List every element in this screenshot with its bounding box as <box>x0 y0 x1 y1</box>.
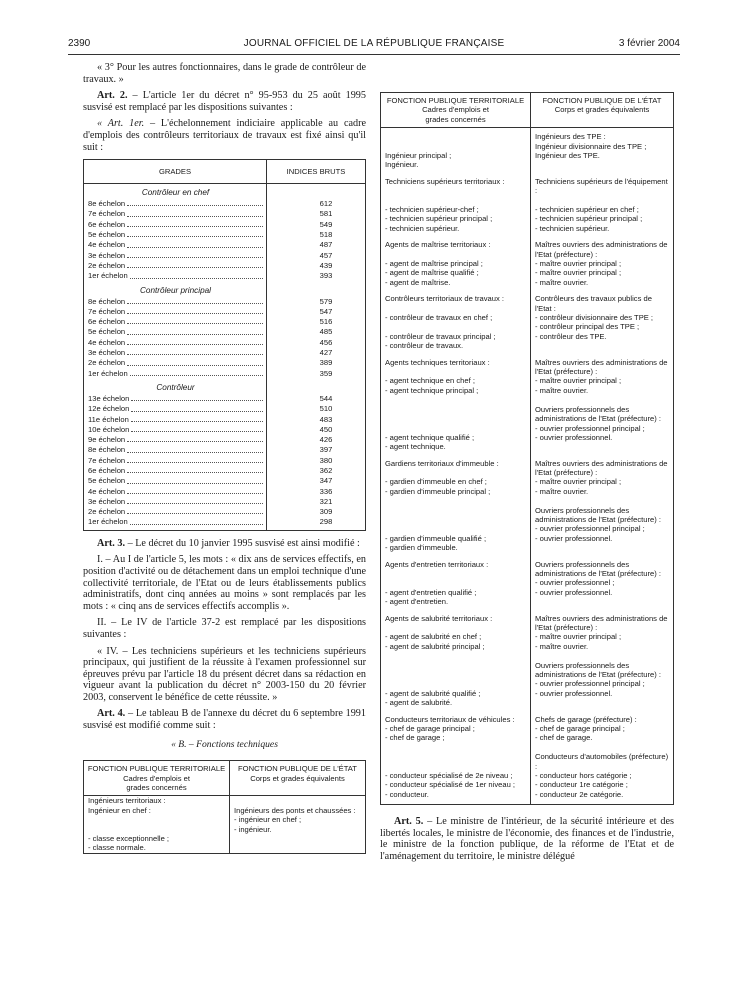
fpe-line: Ingénieurs des TPE : <box>535 132 606 142</box>
fpe-line: Ouvriers professionnels des administrations de l'Etat (préfecture) : <box>535 505 661 525</box>
fpt-line <box>385 651 527 660</box>
grade-echelon: 8e échelon <box>88 296 126 306</box>
grade-echelon: 3e échelon <box>88 250 126 260</box>
grade-index-value: 362 <box>319 465 333 475</box>
fpt-line: Agents d'entretien territoriaux : <box>385 559 489 569</box>
paragraph-II: II. – Le IV de l'article 37-2 est remplacé par les dispositions suivantes : <box>83 617 366 640</box>
fpt-sub-2: grades concernés <box>126 783 187 793</box>
fpt-line <box>385 578 527 587</box>
grade-index-value: 389 <box>319 358 333 368</box>
grade-index-value: 450 <box>319 424 333 434</box>
fpe-line: - conducteur hors catégorie ; <box>535 771 632 781</box>
fpe-line <box>234 796 362 805</box>
grade-echelon: 7e échelon <box>88 306 126 316</box>
fpe-group-cell <box>531 356 673 457</box>
indices-column <box>267 184 365 530</box>
article-4 <box>83 708 366 731</box>
fpt-line <box>385 322 527 331</box>
fpt-header-right: FONCTION PUBLIQUE TERRITORIALE <box>386 96 525 105</box>
fpe-line: Ouvriers professionnels des administrations de l'Etat (préfecture) : <box>535 404 661 424</box>
fpe-line: Ouvriers professionnels des administrations de l'Etat (préfecture) : <box>535 559 661 579</box>
function-group-row <box>381 713 673 805</box>
fpt-line: - contrôleur de travaux en chef ; <box>385 313 493 323</box>
fpt-line <box>385 661 527 670</box>
grade-index-value: 612 <box>319 199 333 209</box>
fpt-line: - conducteur. <box>385 789 429 799</box>
functions-table-right-header <box>381 93 673 128</box>
fpe-header: FONCTION PUBLIQUE DE L'ÉTAT <box>238 764 357 774</box>
fpt-line: Agents de salubrité territoriaux : <box>385 613 493 623</box>
grade-echelon: 6e échelon <box>88 317 126 327</box>
grade-row <box>88 404 263 414</box>
fpt-line: - gardien d'immeuble. <box>385 543 458 553</box>
fpe-line: - ouvrier professionnel. <box>535 688 613 698</box>
fpt-line: Contrôleurs territoriaux de travaux : <box>385 294 505 304</box>
fpe-line: - maître ouvrier. <box>535 486 589 496</box>
fpt-cells <box>84 796 230 852</box>
grade-index-value: 487 <box>319 240 333 250</box>
grade-index-value: 456 <box>319 337 333 347</box>
grade-row <box>88 456 263 466</box>
fpt-line: Ingénieur principal ; <box>385 151 452 160</box>
fpt-line: - agent technique. <box>385 442 446 452</box>
fpt-line: Agents de maîtrise territoriaux : <box>385 240 491 250</box>
header-rule <box>68 54 680 55</box>
fpt-line <box>88 815 226 824</box>
fpe-line: - maître ouvrier principal ; <box>535 477 622 487</box>
grade-echelon: 7e échelon <box>88 209 126 219</box>
fpt-line: - conducteur spécialisé de 2e niveau ; <box>385 771 513 781</box>
grades-column <box>84 184 267 530</box>
fpt-group-cell <box>381 356 531 457</box>
function-group-row <box>381 457 673 558</box>
grade-echelon: 1er échelon <box>88 271 128 281</box>
grade-index-value: 309 <box>319 507 333 517</box>
fpt-line: - agent de salubrité en chef ; <box>385 632 482 642</box>
grade-row <box>88 466 263 476</box>
functions-table-left <box>83 760 366 854</box>
grade-section-title: Contrôleur en chef <box>141 188 210 198</box>
fpt-line <box>385 515 527 524</box>
fpe-line: - contrôleur principal des TPE ; <box>535 322 640 332</box>
publication-date: 3 février 2004 <box>618 38 680 49</box>
fpt-line: - technicien supérieur. <box>385 223 460 233</box>
indices-col-header: INDICES BRUTS <box>286 167 346 177</box>
grade-echelon: 2e échelon <box>88 507 126 517</box>
fpe-line: - conducteur 2e catégorie. <box>535 789 624 799</box>
fpt-line: Techniciens supérieurs territoriaux : <box>385 176 505 186</box>
fpe-line: - maître ouvrier principal ; <box>535 376 622 386</box>
fpt-line <box>385 196 527 205</box>
fpt-line: Ingénieur en chef : <box>88 805 151 815</box>
grade-index-value: 483 <box>319 414 333 424</box>
fpe-line: - chef de garage. <box>535 733 593 743</box>
fpt-line: - classe normale. <box>88 843 146 853</box>
fpe-line <box>535 743 670 752</box>
grade-index-value: 518 <box>319 230 333 240</box>
fpe-group-cell <box>531 292 673 355</box>
fpe-line: Maîtres ouvriers des administrations de l'Etat (préfecture) : <box>535 613 668 633</box>
article-5 <box>380 816 674 862</box>
fpt-group-cell <box>381 558 531 612</box>
grade-index-value: 336 <box>319 486 333 496</box>
grade-row <box>88 487 263 497</box>
grade-index-value: 380 <box>319 455 333 465</box>
fpt-line <box>385 186 527 195</box>
function-group-row <box>381 612 673 713</box>
fpt-line: - agent technique principal ; <box>385 385 479 395</box>
fpe-line <box>535 651 670 660</box>
fpt-line <box>385 762 527 771</box>
fpt-sub-1: Cadres d'emplois et <box>123 773 190 783</box>
fpt-header: FONCTION PUBLIQUE TERRITORIALE <box>87 764 226 774</box>
section-b-title: « B. – Fonctions techniques <box>171 738 278 750</box>
fpe-group-cell <box>531 128 673 175</box>
grade-echelon: 4e échelon <box>88 486 126 496</box>
grade-row <box>88 317 263 327</box>
fpe-cells <box>230 796 365 852</box>
fpt-line: Agents techniques territoriaux : <box>385 357 490 367</box>
fpe-line: Techniciens supérieurs de l'équipement : <box>535 176 668 196</box>
fpt-line <box>385 250 527 259</box>
function-group-row <box>381 175 673 238</box>
grade-row <box>88 230 263 240</box>
right-column <box>380 92 674 863</box>
fpt-line <box>385 132 527 141</box>
fpe-line: - maître ouvrier. <box>535 385 589 395</box>
fpt-line: - agent d'entretien. <box>385 597 449 607</box>
fpe-group-cell <box>531 175 673 238</box>
fpt-line <box>88 825 226 834</box>
fpt-line <box>385 468 527 477</box>
grade-echelon: 5e échelon <box>88 476 126 486</box>
functions-table-left-header <box>84 761 365 796</box>
grade-index-value: 547 <box>319 306 333 316</box>
grade-row <box>88 517 263 527</box>
grade-echelon: 6e échelon <box>88 465 126 475</box>
article-2-label: Art. 2. <box>97 90 128 102</box>
fpe-line: - maître ouvrier. <box>535 641 589 651</box>
article-5-label: Art. 5. <box>394 816 424 828</box>
fpt-line <box>385 423 527 432</box>
fpt-line <box>385 569 527 578</box>
fpt-line: Ingénieur. <box>385 160 419 170</box>
fpt-line <box>385 395 527 404</box>
grade-index-value: 397 <box>319 445 333 455</box>
fpt-group-cell <box>381 292 531 355</box>
fpt-group-cell <box>381 128 531 175</box>
fpe-sub: Corps et grades équivalents <box>250 773 345 783</box>
grade-row <box>88 251 263 261</box>
fpe-group-cell <box>531 612 673 713</box>
fpt-line: - agent de maîtrise. <box>385 277 451 287</box>
fpt-line: - classe exceptionnelle ; <box>88 834 170 844</box>
grade-index-value: 485 <box>319 327 333 337</box>
article-5-text: – Le ministre de l'intérieur, de la sécurité intérieure et des libertés locales, le ministre de l'économie, des finances et de l'industrie, le ministre de la fonction publique, de la réforme de l'Etat et de l'aménagement du territoire, le ministre délégué <box>380 816 674 863</box>
functions-table-right <box>380 92 674 805</box>
fpt-line <box>385 414 527 423</box>
grade-row <box>88 394 263 404</box>
article-2 <box>83 90 366 113</box>
fpt-line: - agent de maîtrise principal ; <box>385 259 483 269</box>
fpe-line: - maître ouvrier principal ; <box>535 268 622 278</box>
function-group-row <box>381 238 673 292</box>
grade-echelon: 3e échelon <box>88 496 126 506</box>
fpe-line: - ouvrier professionnel. <box>535 533 613 543</box>
function-group-row <box>381 558 673 612</box>
fpt-line <box>385 670 527 679</box>
grade-row <box>88 338 263 348</box>
grade-echelon: 10e échelon <box>88 424 130 434</box>
fpe-line: - conducteur 1re catégorie ; <box>535 780 628 790</box>
fpe-line <box>535 395 670 404</box>
grade-section-title: Contrôleur <box>156 382 195 392</box>
grade-index-value: 439 <box>319 260 333 270</box>
grade-row <box>88 476 263 486</box>
fpt-sub-1-right: Cadres d'emplois et <box>422 105 489 115</box>
grade-index-value: 544 <box>319 393 333 403</box>
grade-row <box>88 369 263 379</box>
grade-echelon: 11e échelon <box>88 414 129 424</box>
grade-row <box>88 415 263 425</box>
fpe-line <box>535 496 670 505</box>
function-group-row <box>381 292 673 355</box>
grade-echelon: 4e échelon <box>88 240 126 250</box>
grade-index-value: 347 <box>319 476 333 486</box>
grade-row <box>88 307 263 317</box>
grade-echelon: 6e échelon <box>88 219 126 229</box>
fpe-line <box>535 196 670 205</box>
fpe-line: Maîtres ouvriers des administrations de l'Etat (préfecture) : <box>535 240 668 259</box>
grade-index-value: 510 <box>319 404 333 414</box>
paragraph-3: « 3° Pour les autres fonctionnaires, dans le grade de contrôleur de travaux. » <box>83 62 366 85</box>
fpt-group-cell <box>381 457 531 558</box>
fpe-line: - contrôleur divisionnaire des TPE ; <box>535 313 654 323</box>
grade-row <box>88 435 263 445</box>
fpe-line: - ouvrier professionnel ; <box>535 578 615 588</box>
fpe-line: - technicien supérieur principal ; <box>535 214 643 224</box>
fpt-line: Conducteurs territoriaux de véhicules : <box>385 714 515 724</box>
fpe-line: - maître ouvrier principal ; <box>535 632 622 642</box>
fpe-line: - ingénieur en chef ; <box>234 815 302 825</box>
fpe-line: Ouvriers professionnels des administrations de l'Etat (préfecture) : <box>535 660 661 680</box>
grades-col-header: GRADES <box>84 160 267 183</box>
article-1 <box>83 118 366 153</box>
fpe-line: Ingénieur divisionnaire des TPE ; <box>535 141 647 151</box>
grade-echelon: 13e échelon <box>88 393 130 403</box>
fpt-group-cell <box>381 175 531 238</box>
fpt-line: - conducteur spécialisé de 1er niveau ; <box>385 780 516 790</box>
grade-row <box>88 261 263 271</box>
grade-index-value: 579 <box>319 296 333 306</box>
fpt-line: - gardien d'immeuble qualifié ; <box>385 533 487 543</box>
grade-row <box>88 327 263 337</box>
left-column <box>83 58 366 854</box>
fpt-line: - agent d'entretien qualifié ; <box>385 587 477 597</box>
fpe-line: - ouvrier professionnel. <box>535 587 613 597</box>
function-group-row <box>381 356 673 457</box>
fpe-group-cell <box>531 558 673 612</box>
fpe-line: Contrôleurs des travaux publics de l'Etat : <box>535 294 652 313</box>
article-3 <box>83 538 366 550</box>
grade-echelon: 7e échelon <box>88 455 126 465</box>
grade-echelon: 3e échelon <box>88 348 126 358</box>
fpe-line: - chef de garage principal ; <box>535 724 625 734</box>
grade-row <box>88 297 263 307</box>
fpt-group-cell <box>381 612 531 713</box>
fpt-line: - agent de salubrité qualifié ; <box>385 688 481 698</box>
fpe-line: - ingénieur. <box>234 824 272 834</box>
fpt-line: - technicien supérieur principal ; <box>385 214 493 224</box>
grade-row <box>88 209 263 219</box>
grade-echelon: 9e échelon <box>88 435 126 445</box>
fpe-line: - technicien supérieur en chef ; <box>535 205 639 215</box>
fpe-line: Conducteurs d'automobiles (préfecture) : <box>535 752 669 771</box>
fpt-line <box>385 506 527 515</box>
grade-row <box>88 358 263 368</box>
fpe-line: - ouvrier professionnel. <box>535 432 613 442</box>
fpt-sub-2-right: grades concernés <box>425 114 486 124</box>
article-1-text: – L'échelonnement indiciaire applicable au cadre d'emplois des contrôleurs territoriaux de travaux est fixé ainsi qu'il suit : <box>83 118 366 153</box>
fpt-line: - contrôleur de travaux principal ; <box>385 331 496 341</box>
fpt-line: - chef de garage ; <box>385 733 445 743</box>
fpt-line: - gardien d'immeuble principal ; <box>385 486 491 496</box>
page-header <box>68 38 680 52</box>
grade-row <box>88 348 263 358</box>
fpe-line: Ingénieurs des ponts et chaussées : <box>234 805 356 815</box>
grade-index-value: 298 <box>319 517 333 527</box>
grade-index-value: 393 <box>319 271 333 281</box>
grade-index-value: 581 <box>319 209 333 219</box>
fpt-line <box>385 142 527 151</box>
fpe-group-cell <box>531 713 673 805</box>
article-2-text: – L'article 1er du décret n° 95-953 du 25 août 1995 susvisé est remplacé par les dispositions suivantes : <box>83 90 366 113</box>
article-4-label: Art. 4. <box>97 708 126 720</box>
fpe-line: Maîtres ouvriers des administrations de l'Etat (préfecture) : <box>535 357 668 377</box>
fpe-line: Chefs de garage (préfecture) : <box>535 714 637 724</box>
article-4-text: – Le tableau B de l'annexe du décret du 6 septembre 1991 susvisé est modifié comme suit : <box>83 708 366 732</box>
grade-row <box>88 220 263 230</box>
grade-row <box>88 445 263 455</box>
grade-index-value: 549 <box>319 219 333 229</box>
grade-index-value: 426 <box>319 435 333 445</box>
grade-row <box>88 240 263 250</box>
fpt-line: - agent de maîtrise qualifié ; <box>385 268 479 278</box>
fpt-line: Ingénieurs territoriaux : <box>88 796 166 806</box>
grade-index-value: 457 <box>319 250 333 260</box>
fpt-line <box>385 623 527 632</box>
fpt-line <box>385 679 527 688</box>
fpe-sub-right: Corps et grades équivalents <box>554 105 650 115</box>
grade-row <box>88 497 263 507</box>
page-number: 2390 <box>68 38 91 49</box>
fpt-line: - agent de salubrité principal ; <box>385 641 485 651</box>
grade-index-value: 359 <box>319 368 333 378</box>
fpe-line: - ouvrier professionnel principal ; <box>535 679 645 689</box>
fpt-line <box>385 405 527 414</box>
fpe-line: - ouvrier professionnel principal ; <box>535 524 645 534</box>
fpe-line: Maîtres ouvriers des administrations de l'Etat (préfecture) : <box>535 458 668 478</box>
grade-echelon: 8e échelon <box>88 445 126 455</box>
grade-echelon: 8e échelon <box>88 199 126 209</box>
article-1-label: « Art. 1er. <box>97 118 145 130</box>
grade-index-value: 321 <box>319 496 333 506</box>
fpt-line <box>385 743 527 752</box>
article-3-text: – Le décret du 10 janvier 1995 susvisé est ainsi modifié : <box>125 537 360 549</box>
grade-index-value: 427 <box>319 348 333 358</box>
fpe-line: - maître ouvrier. <box>535 277 589 287</box>
fpe-line: - ouvrier professionnel principal ; <box>535 423 645 433</box>
fpt-line: - contrôleur de travaux. <box>385 341 464 351</box>
fpt-group-cell <box>381 713 531 805</box>
grade-row <box>88 507 263 517</box>
fpt-line <box>385 524 527 533</box>
grade-row <box>88 271 263 281</box>
grade-echelon: 1er échelon <box>88 517 128 527</box>
grades-table <box>83 159 366 531</box>
fpt-line: Gardiens territoriaux d'immeuble : <box>385 458 499 468</box>
fpe-group-cell <box>531 238 673 292</box>
fpe-line: - maître ouvrier principal ; <box>535 259 622 269</box>
fpt-line: - gardien d'immeuble en chef ; <box>385 477 487 487</box>
fpt-line: - technicien supérieur-chef ; <box>385 205 479 214</box>
fpe-header-right: FONCTION PUBLIQUE DE L'ÉTAT <box>542 96 662 105</box>
grade-echelon: 1er échelon <box>88 368 128 378</box>
grade-row <box>88 199 263 209</box>
fpt-line <box>385 496 527 505</box>
grade-echelon: 5e échelon <box>88 230 126 240</box>
grade-row <box>88 425 263 435</box>
fpe-line: - technicien supérieur. <box>535 223 610 233</box>
article-3-label: Art. 3. <box>97 537 126 549</box>
grade-echelon: 2e échelon <box>88 358 126 368</box>
grade-index-value: 516 <box>319 317 333 327</box>
grade-echelon: 2e échelon <box>88 260 126 270</box>
grade-section-title: Contrôleur principal <box>140 285 211 295</box>
fpt-line: - agent technique en chef ; <box>385 376 475 386</box>
grade-echelon: 5e échelon <box>88 327 126 337</box>
fpt-group-cell <box>381 238 531 292</box>
fpe-group-cell <box>531 457 673 558</box>
functions-table-left-body <box>84 796 365 852</box>
fpt-line: - chef de garage principal ; <box>385 724 475 734</box>
grades-table-body <box>84 184 365 530</box>
grades-table-header <box>84 160 365 184</box>
paragraph-I: I. – Au I de l'article 5, les mots : « dix ans de services effectifs, en position d'activité ou de détachement dans un emploi technique d'une collectivité territoriale, de l'Etat ou de leurs établissements publics administratifs, dont cinq années au moins » sont remplacés par les mots : « cinq ans de services effectifs accomplis ». <box>83 554 366 612</box>
fpt-line: - agent de salubrité. <box>385 698 453 708</box>
fpe-line: Ingénieur des TPE. <box>535 151 600 161</box>
fpt-line <box>385 304 527 313</box>
fpt-line <box>385 367 527 376</box>
functions-table-right-body <box>381 128 673 804</box>
journal-title: JOURNAL OFFICIEL DE LA RÉPUBLIQUE FRANÇAISE <box>243 38 505 49</box>
grade-echelon: 12e échelon <box>88 404 130 414</box>
function-group-row <box>381 128 673 175</box>
fpt-line: - agent technique qualifié ; <box>385 432 475 442</box>
grade-echelon: 4e échelon <box>88 337 126 347</box>
fpe-line: - contrôleur des TPE. <box>535 331 607 341</box>
fpt-line <box>385 752 527 761</box>
paragraph-IV: « IV. – Les techniciens supérieurs et les techniciens supérieurs principaux, qui justifient de la réussite à l'examen professionnel sur épreuves prévu par l'article 18 du présent décret dans sa rédaction en vigueur avant la publication du décret n° 2003-150 du 20 février 2003, conservent le bénéfice de cette réussite. » <box>83 645 366 703</box>
